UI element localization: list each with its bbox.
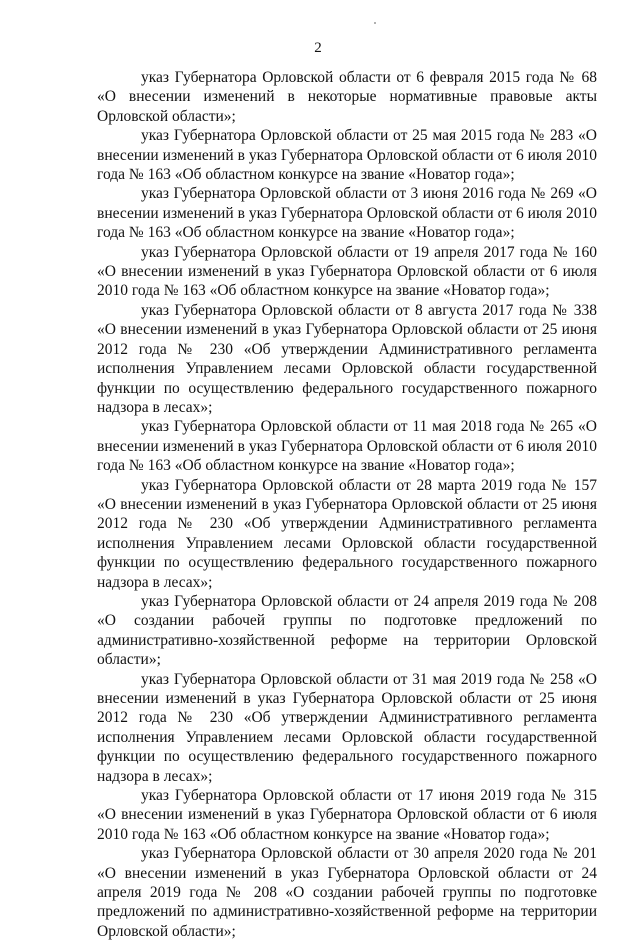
decree-item: указ Губернатора Орловской области от 25 мая 2015 года № 283 «О внесении изменений в указ Губернатора Орловской области от 6 июля 2010 года № 163 «Об областном конкурсе на звание «Новатор года»; bbox=[97, 127, 597, 184]
decree-item: указ Губернатора Орловской области от 30 апреля 2020 года № 201 «О внесении изменений в указ Губернатора Орловской области от 24 апреля 2019 года № 208 «О создании рабочей группы по подготовке предложений по административно-хозяйственной реформе на территории Орловской области»; bbox=[97, 845, 597, 940]
scan-speck bbox=[374, 22, 376, 24]
decree-item: указ Губернатора Орловской области от 19 апреля 2017 года № 160 «О внесении изменений в указ Губернатора Орловской области от 6 июля 2010 года № 163 «Об областном конкурсе на звание «Новатор года»; bbox=[97, 243, 597, 300]
decree-item: указ Губернатора Орловской области от 8 августа 2017 года № 338 «О внесении изменений в указ Губернатора Орловской области от 25 июня 2012 года № 230 «Об утверждении Административного регламента исполнения Управлением лесами Орловской области государственной функции по осуществлению федерального государственного пожарного надзора в лесах»; bbox=[97, 301, 597, 416]
decree-item: указ Губернатора Орловской области от 17 июня 2019 года № 315 «О внесении изменений в указ Губернатора Орловской области от 6 июля 2010 года № 163 «Об областном конкурсе на звание «Новатор года»; bbox=[97, 787, 597, 843]
page-number: 2 bbox=[314, 40, 322, 56]
decree-item: указ Губернатора Орловской области от 24 апреля 2019 года № 208 «О создании рабочей группы по подготовке предложений по административно-хозяйственной реформе на территории Орловской области»; bbox=[97, 592, 597, 669]
decree-item: указ Губернатора Орловской области от 6 февраля 2015 года № 68 «О внесении изменений в некоторые нормативные правовые акты Орловской области»; bbox=[97, 69, 597, 125]
decree-item: указ Губернатора Орловской области от 11 мая 2018 года № 265 «О внесении изменений в указ Губернатора Орловской области от 6 июля 2010 года № 163 «Об областном конкурсе на звание «Новатор года»; bbox=[97, 418, 597, 475]
decree-list bbox=[97, 68, 597, 941]
decree-item: указ Губернатора Орловской области от 28 марта 2019 года № 157 «О внесении изменений в указ Губернатора Орловской области от 25 июня 2012 года № 230 «Об утверждении Административного регламента исполнения Управлением лесами Орловской области государственной функции по осуществлению федерального государственного пожарного надзора в лесах»; bbox=[97, 476, 597, 591]
decree-item: указ Губернатора Орловской области от 3 июня 2016 года № 269 «О внесении изменений в указ Губернатора Орловской области от 6 июля 2010 года № 163 «Об областном конкурсе на звание «Новатор года»; bbox=[97, 185, 597, 242]
decree-item: указ Губернатора Орловской области от 31 мая 2019 года № 258 «О внесении изменений в указ Губернатора Орловской области от 25 июня 2012 года № 230 «Об утверждении Административного регламента исполнения Управлением лесами Орловской области государственной функции по осуществлению федерального государственного пожарного надзора в лесах»; bbox=[97, 670, 597, 785]
